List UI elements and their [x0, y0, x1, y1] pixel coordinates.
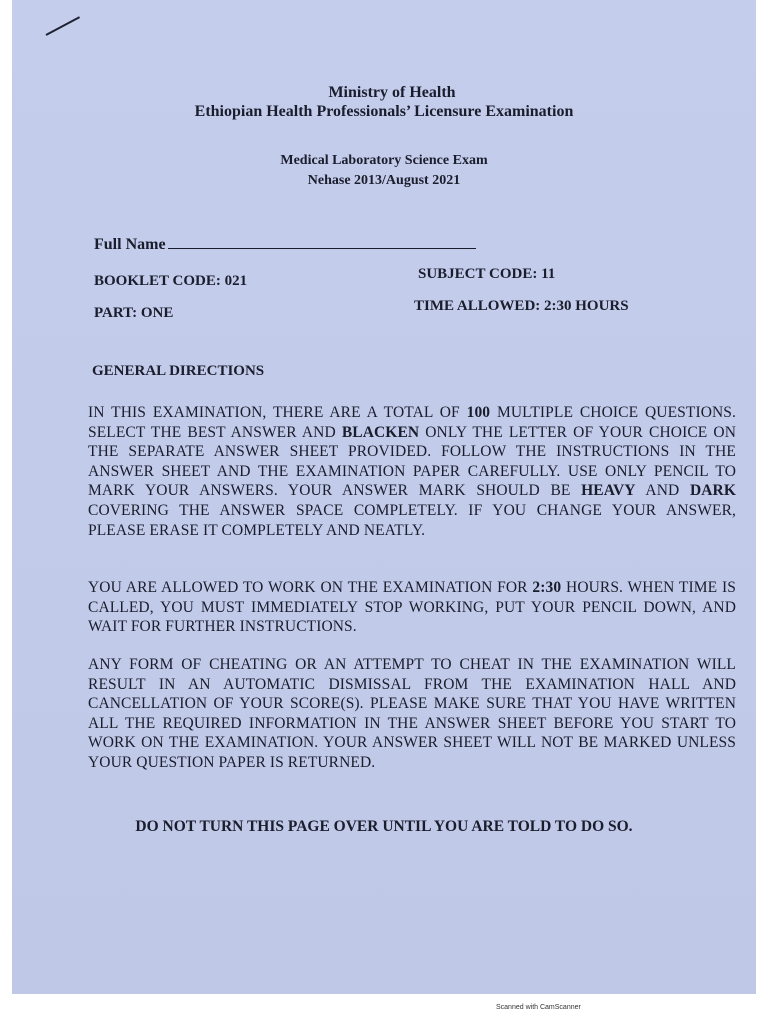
- p2-text-2: HOURS. WHEN TIME IS CALLED, YOU MUST IMMEDIATELY STOP WORKING, PUT YOUR PENCIL DOWN, AND WAIT FOR FURTHER INSTRUCTIONS.: [88, 579, 736, 636]
- exam-title: Ethiopian Health Professionals’ Licensure Examination: [194, 103, 574, 120]
- p2-text-1: YOU ARE ALLOWED TO WORK ON THE EXAMINATION FOR: [88, 579, 533, 596]
- full-name-field: [94, 236, 476, 254]
- subject-exam-title: Medical Laboratory Science Exam: [280, 153, 488, 168]
- p1-text-4: AND: [635, 482, 690, 500]
- p1-bold-total: 100: [466, 404, 491, 421]
- full-name-label: Full Name: [94, 236, 166, 253]
- p1-text-2: MULTIPLE CHOICE QUESTIONS. SELECT THE BEST ANSWER AND: [88, 404, 736, 441]
- p1-text-1: IN THIS EXAMINATION, THERE ARE A TOTAL OF: [88, 404, 467, 421]
- pen-mark: [46, 16, 80, 36]
- directions-paragraph-1: [88, 403, 736, 540]
- directions-paragraph-2: [88, 578, 736, 637]
- ministry-heading: Ministry of Health: [328, 84, 456, 101]
- p2-bold-time: 2:30: [532, 579, 562, 596]
- p1-text-3: ONLY THE LETTER OF YOUR CHOICE ON THE SEPARATE ANSWER SHEET PROVIDED. FOLLOW THE INSTRUCTIONS IN THE ANSWER SHEET AND THE EXAMINATION PAPER CAREFULLY. USE ONLY PENCIL TO MARK YOUR ANSWERS. YOUR ANSWER MARK SHOULD BE: [88, 423, 736, 500]
- final-instruction: DO NOT TURN THIS PAGE OVER UNTIL YOU ARE TOLD TO DO SO.: [135, 818, 633, 835]
- part-label: PART: ONE: [94, 305, 174, 321]
- subject-code: SUBJECT CODE: 11: [418, 266, 556, 282]
- exam-cover-page: [12, 0, 756, 994]
- scanner-watermark: Scanned with CamScanner: [496, 1004, 581, 1011]
- booklet-code: BOOKLET CODE: 021: [94, 273, 248, 289]
- p1-bold-heavy: HEAVY: [581, 482, 636, 500]
- time-allowed: TIME ALLOWED: 2:30 HOURS: [414, 298, 629, 314]
- general-directions-title: GENERAL DIRECTIONS: [92, 363, 265, 379]
- p1-text-5: COVERING THE ANSWER SPACE COMPLETELY. IF YOU CHANGE YOUR ANSWER, PLEASE ERASE IT COMPLETELY AND NEATLY.: [88, 501, 736, 539]
- exam-date: Nehase 2013/August 2021: [307, 173, 461, 188]
- full-name-blank-line: [168, 238, 476, 249]
- p1-bold-blacken: BLACKEN: [341, 423, 420, 441]
- directions-paragraph-3: ANY FORM OF CHEATING OR AN ATTEMPT TO CHEAT IN THE EXAMINATION WILL RESULT IN AN AUTOMATIC DISMISSAL FROM THE EXAMINATION HALL AND CANCELLATION OF YOUR SCORE(S). PLEASE MAKE SURE THAT YOU HAVE WRITTEN ALL THE REQUIRED INFORMATION IN THE ANSWER SHEET BEFORE YOU START TO WORK ON THE EXAMINATION. YOUR ANSWER SHEET WILL NOT BE MARKED UNLESS YOUR QUESTION PAPER IS RETURNED.: [88, 656, 736, 771]
- p1-bold-dark: DARK: [689, 482, 736, 500]
